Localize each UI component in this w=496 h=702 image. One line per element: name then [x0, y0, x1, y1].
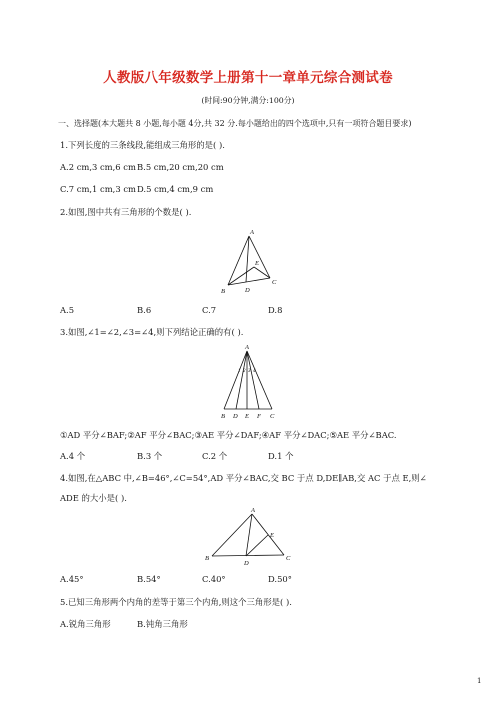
q5-option-a: A.锐角三角形	[60, 619, 111, 629]
q3-figure	[214, 342, 284, 424]
q3-angle-4: 4	[253, 369, 256, 374]
q3-label-b: B	[221, 413, 225, 420]
q1-option-b: B.5 cm,20 cm,20 cm	[137, 162, 224, 172]
q4-stem-line2: ADE 的大小是( ).	[60, 493, 127, 503]
q3-angle-3: 3	[248, 369, 251, 374]
q3-stem: 3.如图,∠1=∠2,∠3=∠4,则下列结论正确的有( ).	[60, 327, 244, 337]
q4-option-c: C.40°	[202, 574, 226, 584]
page-number: 1	[477, 677, 482, 685]
q2-option-d: D.8	[268, 305, 283, 315]
q4-label-c: C	[286, 555, 291, 562]
q2-label-b: B	[221, 288, 225, 295]
q3-angle-2: 2	[243, 369, 246, 374]
q3-label-f: F	[257, 413, 261, 420]
q2-label-c: C	[272, 279, 277, 286]
q2-option-c: C.7	[202, 305, 217, 315]
q1-option-c: C.7 cm,1 cm,3 cm	[60, 184, 136, 194]
q3-label-a: A	[245, 344, 249, 351]
q2-label-d: D	[245, 287, 250, 294]
q1-stem: 1.下列长度的三条线段,能组成三角形的是( ).	[60, 140, 225, 150]
q4-option-a: A.45°	[60, 574, 84, 584]
section-heading: 一、选择题(本大题共 8 小题,每小题 4分,共 32 分.每小题给出的四个选项中,只有一项符合题目要求)	[58, 119, 412, 128]
q3-label-d: D	[233, 413, 238, 420]
q4-option-d: D.50°	[268, 574, 292, 584]
q1-option-d: D.5 cm,4 cm,9 cm	[137, 184, 214, 194]
q2-stem: 2.如图,图中共有三角形的个数是( ).	[60, 207, 192, 217]
q4-stem-line1: 4.如图,在△ABC 中,∠B=46°,∠C=54°,AD 平分∠BAC,交 BC 于点 D,DE∥AB,交 AC 于点 E,则∠	[60, 473, 427, 483]
q5-stem: 5.已知三角形两个内角的差等于第三个内角,则这个三角形是( ).	[60, 597, 292, 607]
q4-figure	[198, 506, 298, 568]
q3-option-d: D.1 个	[268, 451, 294, 461]
q3-label-c: C	[270, 413, 275, 420]
q1-option-a: A.2 cm,3 cm,6 cm	[60, 162, 136, 172]
q2-option-b: B.6	[137, 305, 152, 315]
q3-option-a: A.4 个	[60, 451, 86, 461]
q4-label-e: E	[270, 532, 274, 539]
q2-label-e: E	[255, 260, 259, 267]
q5-option-b: B.钝角三角形	[137, 619, 188, 629]
q4-label-d: D	[244, 560, 249, 567]
page-title: 人教版八年级数学上册第十一章单元综合测试卷	[103, 70, 393, 86]
q3-statements: ①AD 平分∠BAF;②AF 平分∠BAC;③AE 平分∠DAF;④AF 平分∠DAC;⑤AE 平分∠BAC.	[60, 430, 397, 440]
q3-label-e: E	[245, 413, 249, 420]
q2-label-a: A	[250, 229, 254, 236]
q4-option-b: B.54°	[137, 574, 161, 584]
q4-label-b: B	[205, 555, 209, 562]
q2-option-a: A.5	[60, 305, 75, 315]
q4-label-a: A	[251, 507, 255, 514]
q3-option-c: C.2 个	[202, 451, 228, 461]
q3-angle-1: 1	[238, 369, 241, 374]
q2-figure	[210, 226, 290, 298]
exam-info: (时间:90分钟,满分:100分)	[201, 96, 295, 105]
q3-option-b: B.3 个	[137, 451, 163, 461]
